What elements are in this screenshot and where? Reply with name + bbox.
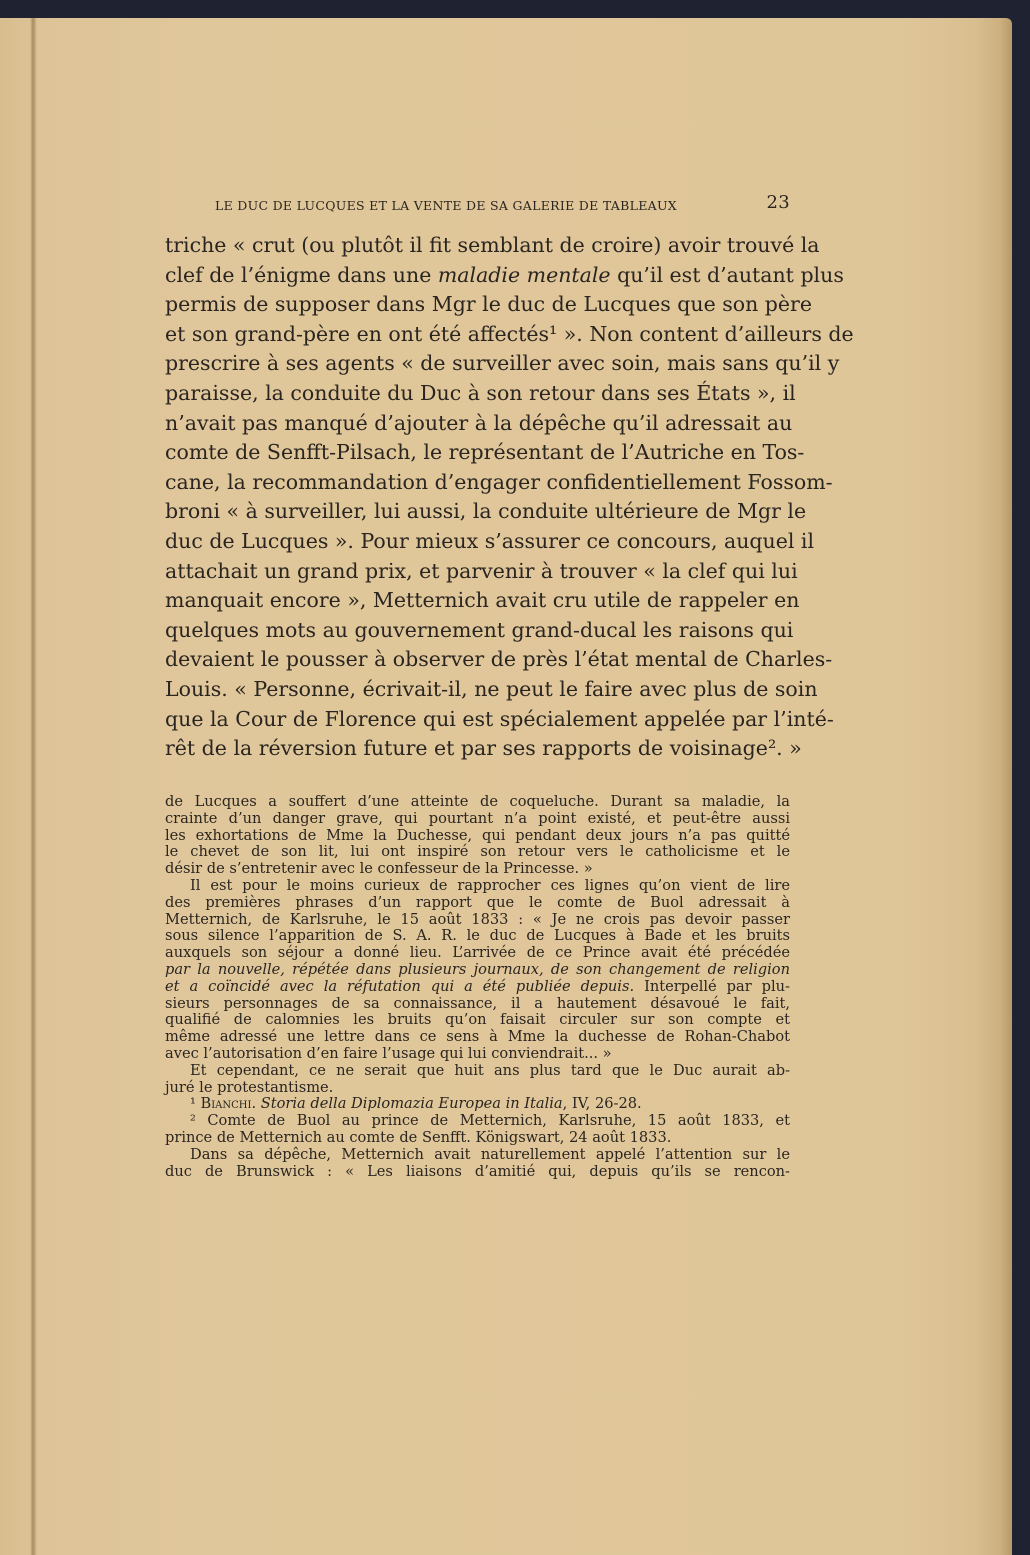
text-segment: avec l’autorisation d’en faire l’usage qui lui conviendrait... » (165, 1045, 612, 1062)
italic-text: Storia della Diplomazia Europea in Italia (260, 1095, 563, 1113)
footnote-line (165, 843, 790, 860)
body-line (165, 321, 854, 347)
footnote-line (190, 1112, 790, 1129)
text-segment: désir de s’entretenir avec le confesseur de la Princesse. » (165, 860, 593, 878)
text-segment: sieurs personnages de sa connaissance, il a hautement désavoué le fait, (165, 994, 790, 1012)
body-line (165, 646, 833, 672)
footnote-line (165, 793, 790, 810)
footnote-line (165, 827, 790, 844)
text-segment: triche « crut (ou plutôt il fit semblant de croire) avoir trouvé la (165, 233, 820, 257)
body-line (165, 380, 796, 406)
footnote-line (165, 860, 790, 877)
body-line (165, 528, 815, 554)
text-segment: prince de Metternich au comte de Senfft. Königswart, 24 août 1833. (165, 1129, 672, 1146)
text-segment: . (251, 1095, 261, 1113)
footnote-line (190, 877, 790, 894)
text-segment: cane, la recommandation d’engager confidentiellement Fossom- (165, 469, 833, 494)
text-segment: paraisse, la conduite du Duc à son retour dans ses États », il (165, 381, 796, 405)
text-segment: Metternich, de Karlsruhe, le 15 août 1833 : « Je ne crois pas devoir passer (165, 910, 790, 928)
footnote-line (165, 810, 790, 827)
footnote-line (165, 1079, 790, 1096)
text-segment: Interpellé par plu- (634, 977, 790, 995)
footnote-line (165, 944, 790, 961)
footnote-line (165, 995, 790, 1012)
body-line (165, 676, 818, 702)
body-line (165, 410, 793, 436)
footnote-line (190, 1146, 790, 1163)
text-segment: qualifié de calomnies les bruits qu’on faisait circuler sur son compte et (165, 1011, 790, 1029)
body-line (165, 232, 820, 258)
body-line (165, 498, 807, 524)
body-line (165, 558, 798, 584)
text-segment: quelques mots au gouvernement grand-ducal les raisons qui (165, 617, 794, 642)
footnote-line (165, 1045, 790, 1062)
italic-text: maladie mentale (437, 262, 611, 287)
text-segment: de Lucques a souffert d’une atteinte de coqueluche. Durant sa maladie, la (165, 793, 790, 810)
body-line (165, 706, 834, 732)
body-line (165, 350, 840, 376)
text-segment: crainte d’un danger grave, qui pourtant n’a point existé, et peut-être aussi (165, 809, 790, 827)
footnote-line (165, 961, 790, 978)
text-segment: les exhortations de Mme la Duchesse, qui pendant deux jours n’a pas quitté (165, 826, 790, 844)
footnote-line (165, 911, 790, 928)
text-segment: duc de Brunswick : « Les liaisons d’amitié qui, depuis qu’ils se rencon- (165, 1162, 790, 1180)
text-segment: le chevet de son lit, lui ont inspiré son retour vers le catholicisme et le (165, 843, 790, 861)
body-line (165, 617, 794, 643)
page-number: 23 (766, 192, 790, 213)
running-header (215, 192, 790, 213)
text-segment: prescrire à ses agents « de surveiller avec soin, mais sans qu’il y (165, 351, 840, 376)
text-segment: broni « à surveiller, lui aussi, la conduite ultérieure de Mgr le (165, 499, 807, 524)
text-segment: , IV, 26-28. (562, 1095, 642, 1113)
footnote-line (165, 1129, 790, 1146)
footnote-line (165, 978, 790, 995)
text-segment: juré le protestantisme. (165, 1078, 334, 1096)
text-segment: clef de l’énigme dans une (165, 262, 438, 287)
text-segment: manquait encore », Metternich avait cru utile de rappeler en (165, 588, 800, 613)
running-title: LE DUC DE LUCQUES ET LA VENTE DE SA GALERIE DE TABLEAUX (215, 198, 677, 213)
text-segment: des premières phrases d’un rapport que le comte de Buol adressait à (165, 893, 790, 911)
text-segment: Et cependant, ce ne serait que huit ans plus tard que le Duc aurait ab- (190, 1061, 790, 1079)
body-line (165, 469, 833, 495)
text-segment: devaient le pousser à observer de près l’état mental de Charles- (165, 647, 833, 672)
italic-text: par la nouvelle, répétée dans plusieurs journaux, de son changement de religion (165, 961, 790, 978)
text-segment: Bianchi (200, 1095, 252, 1113)
text-segment: duc de Lucques ». Pour mieux s’assurer ce concours, auquel il (165, 529, 815, 553)
text-segment: n’avait pas manqué d’ajouter à la dépêche qu’il adressait au (165, 410, 793, 435)
text-segment: même adressé une lettre dans ce sens à Mme la duchesse de Rohan-Chabot (165, 1028, 790, 1046)
text-segment: ¹ (190, 1095, 201, 1113)
text-segment: Dans sa dépêche, Metternich avait naturellement appelé l’attention sur le (190, 1145, 790, 1163)
text-segment: que la Cour de Florence qui est spécialement appelée par l’inté- (165, 706, 834, 731)
text-segment: et son grand-père en ont été affectés¹ ». Non content d’ailleurs de (165, 321, 854, 346)
italic-text: et a coïncidé avec la réfutation qui a été publiée depuis. (165, 977, 635, 995)
text-segment: sous silence l’apparition de S. A. R. le duc de Lucques à Bade et les bruits (165, 927, 790, 945)
body-line (165, 262, 844, 288)
footnote-line (165, 1028, 790, 1045)
text-segment: ² Comte de Buol au prince de Metternich, Karlsruhe, 15 août 1833, et (190, 1112, 790, 1130)
text-segment: comte de Senfft-Pilsach, le représentant de l’Autriche en Tos- (165, 440, 805, 465)
footnote-line (165, 894, 790, 911)
text-segment: permis de supposer dans Mgr le duc de Lucques que son père (165, 292, 812, 317)
text-segment: Il est pour le moins curieux de rapprocher ces lignes qu’on vient de lire (190, 877, 790, 894)
body-line (165, 735, 802, 761)
text-segment: auxquels son séjour a donné lieu. L’arrivée de ce Prince avait été précédée (165, 944, 790, 962)
body-line (165, 587, 800, 613)
footnote-line (165, 927, 790, 944)
body-line (165, 291, 812, 317)
text-segment: qu’il est d’autant plus (610, 262, 844, 287)
footnote-line (190, 1062, 790, 1079)
text-segment: rêt de la réversion future et par ses rapports de voisinage². » (165, 736, 802, 761)
body-line (165, 439, 805, 465)
footnote-line (190, 1095, 790, 1112)
footnote-line (165, 1163, 790, 1180)
footnote-line (165, 1011, 790, 1028)
text-segment: attachait un grand prix, et parvenir à trouver « la clef qui lui (165, 558, 798, 583)
text-segment: Louis. « Personne, écrivait-il, ne peut le faire avec plus de soin (165, 677, 818, 701)
